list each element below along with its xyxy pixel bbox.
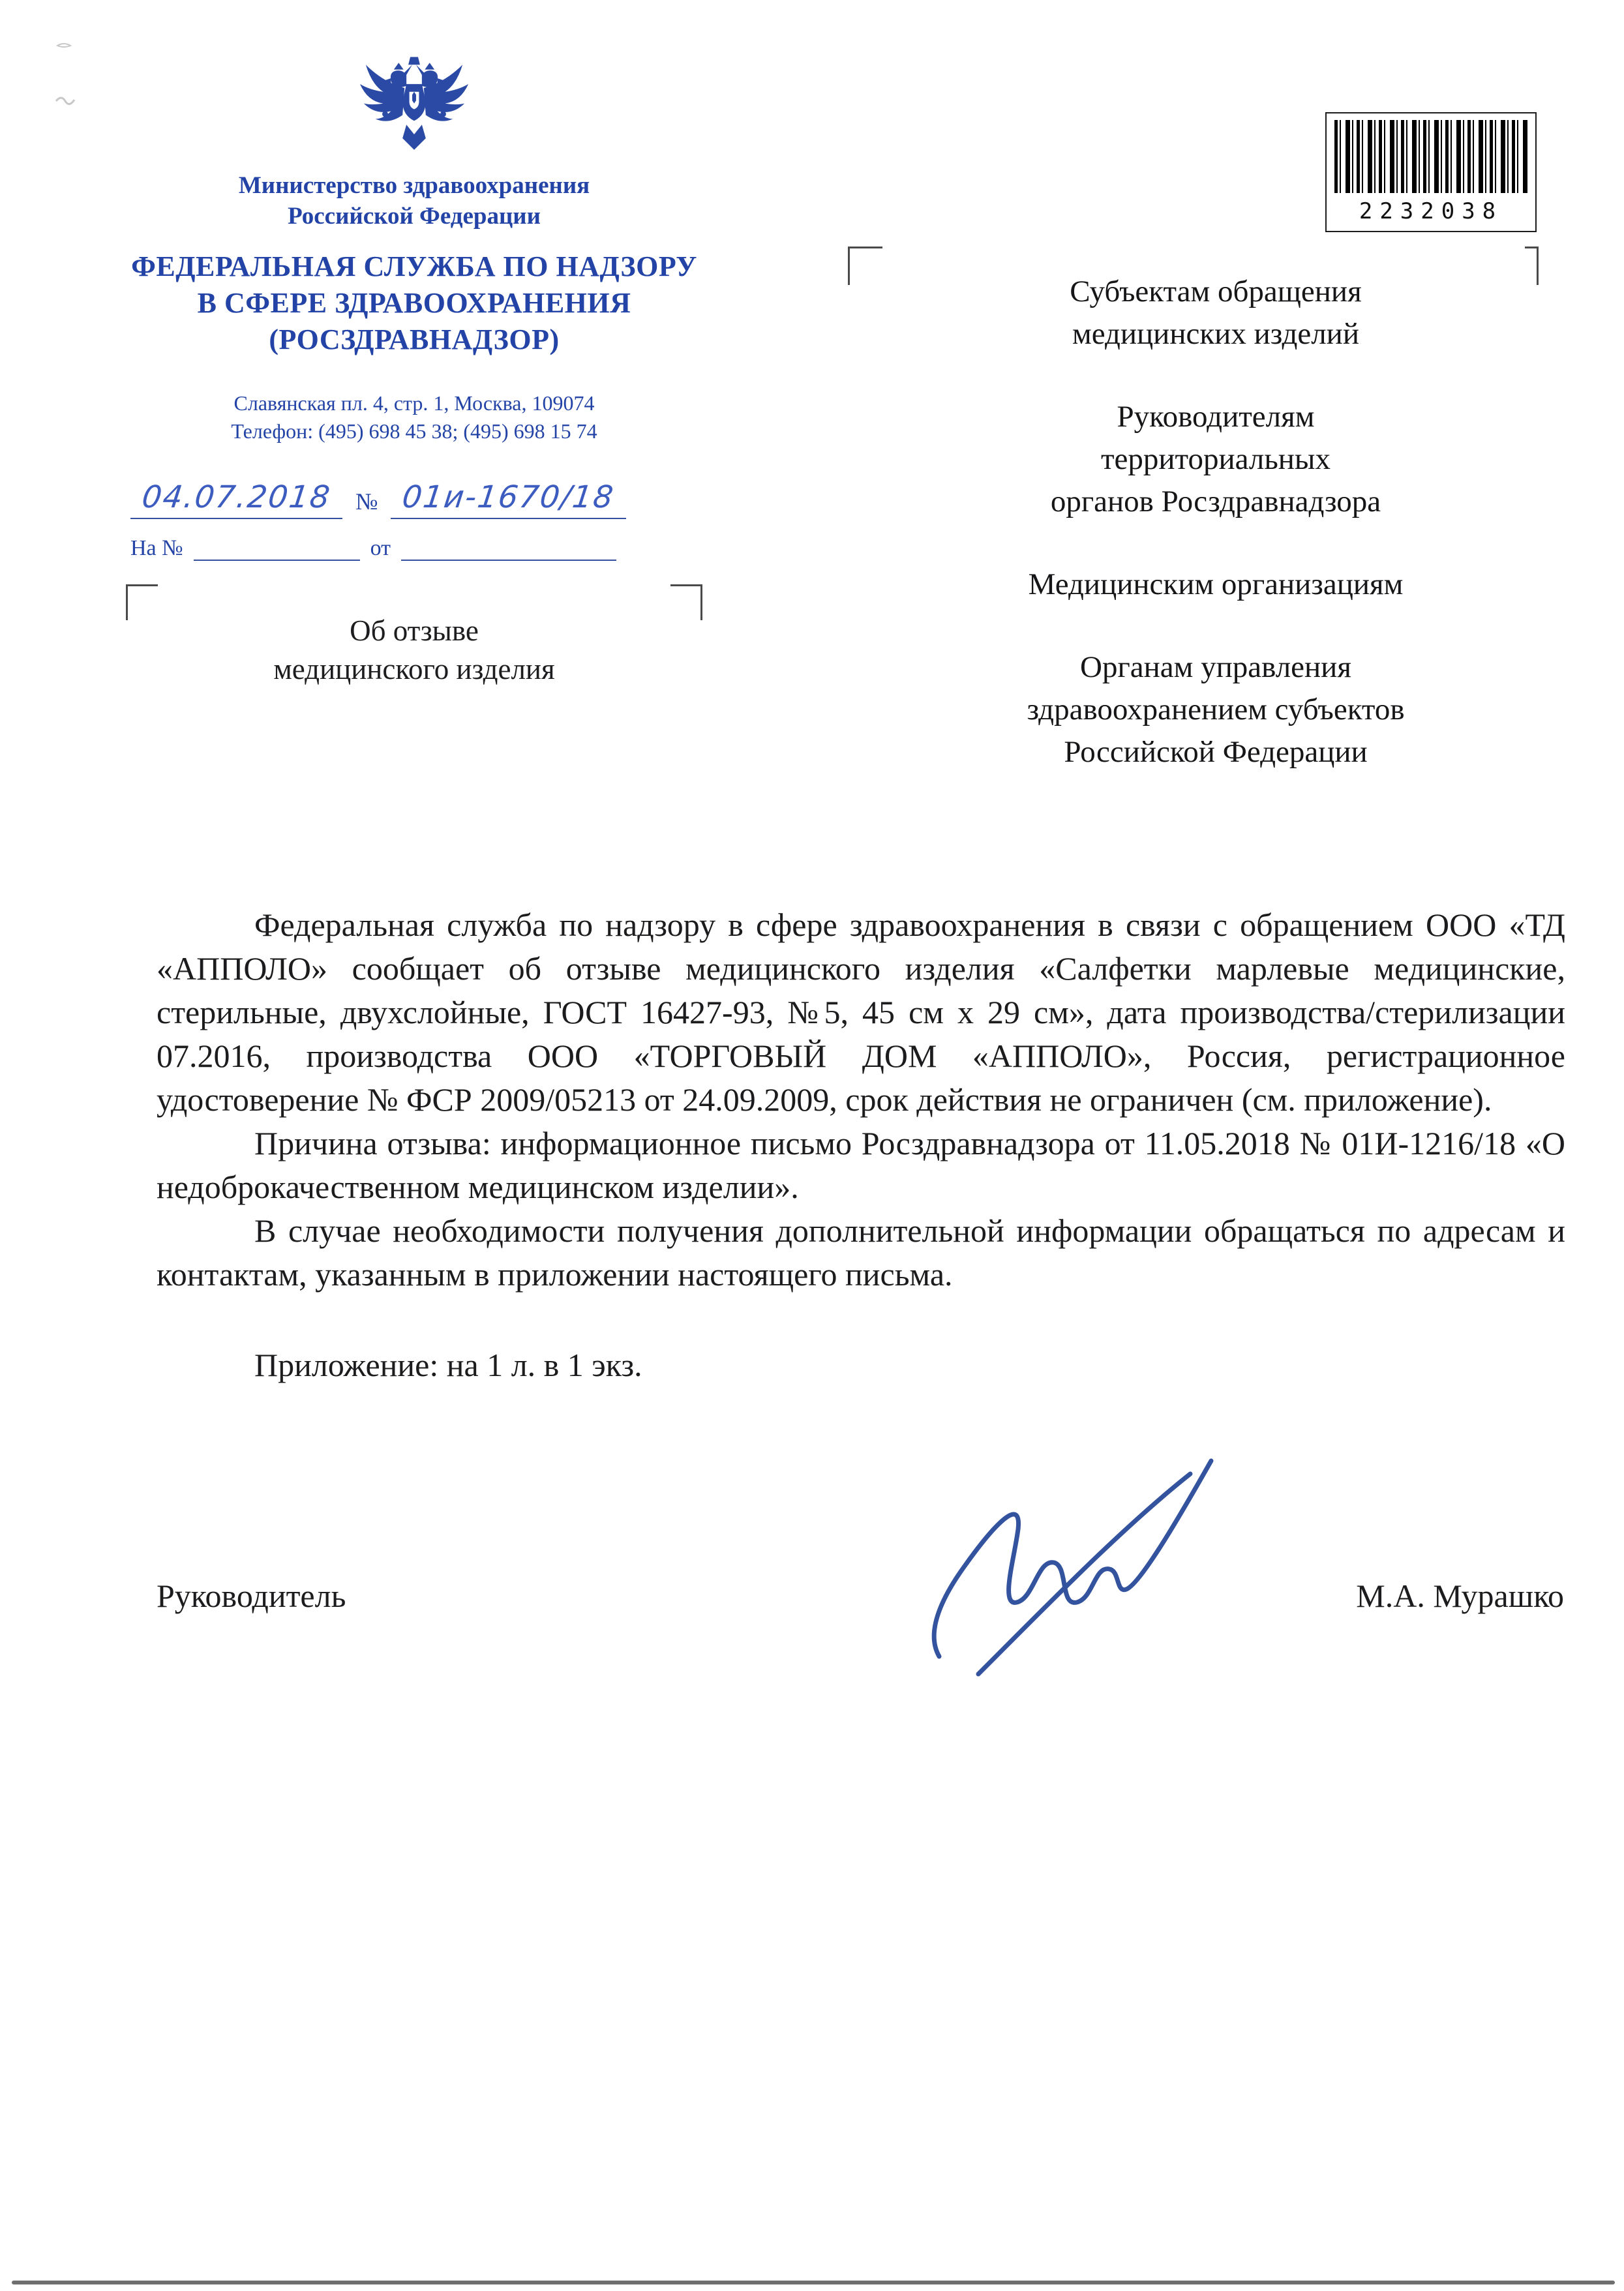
ministry-line2: Российской Федерации: [288, 203, 541, 230]
postal-address: Славянская пл. 4, стр. 1, Москва, 109074: [233, 391, 595, 415]
service-line1: ФЕДЕРАЛЬНАЯ СЛУЖБА ПО НАДЗОРУ: [131, 250, 697, 282]
addressee-line: Медицинским организациям: [1028, 567, 1404, 601]
addressees-block: [860, 271, 1572, 814]
signature-scribble: [903, 1438, 1242, 1686]
signer-name: М.А. Мурашко: [1356, 1578, 1564, 1614]
reference-row: [104, 479, 724, 519]
addressee-group-4: [860, 646, 1572, 773]
letterhead: [104, 53, 724, 561]
signer-title: Руководитель: [157, 1578, 346, 1614]
barcode: [1334, 120, 1527, 193]
number-sign: №: [355, 488, 378, 515]
handwritten-number: 01и-1670/18: [400, 479, 617, 515]
handwritten-date: 04.07.2018: [140, 479, 333, 515]
subject-line1: Об отзыве: [350, 614, 479, 647]
ministry-name: [104, 170, 724, 232]
addressee-line: Российской Федерации: [1064, 735, 1368, 769]
subject-block: [134, 612, 695, 689]
addressee-line: органов Росздравнадзора: [1050, 485, 1381, 518]
addressee-group-2: [860, 396, 1572, 523]
reply-from-label: от: [370, 536, 391, 560]
addressee-line: территориальных: [1100, 442, 1331, 476]
subject-line2: медицинского изделия: [273, 653, 555, 685]
reply-date-blank: [401, 536, 616, 561]
addressee-group-3: [860, 563, 1572, 606]
service-line2: В СФЕРЕ ЗДРАВООХРАНЕНИЯ: [197, 287, 631, 319]
letter-body: [157, 903, 1565, 1387]
phone-numbers: Телефон: (495) 698 45 38; (495) 698 15 74: [231, 419, 597, 443]
addressee-group-1: [860, 271, 1572, 355]
outgoing-number-field: [391, 479, 626, 519]
body-paragraph-3: В случае необходимости получения дополнительной информации обращаться по адресам и контактам, указанным в приложении настоящего письма.: [157, 1212, 1565, 1293]
addressee-line: Субъектам обращения: [1070, 275, 1362, 308]
reply-number-blank: [194, 536, 360, 561]
addressee-line: медицинских изделий: [1072, 317, 1359, 351]
pencil-artifact: [51, 39, 90, 117]
addressee-line: Органам управления: [1080, 650, 1351, 684]
body-paragraph-2: Причина отзыва: информационное письмо Росздравнадзора от 11.05.2018 № 01И-1216/18 «О недоброкачественном медицинском изделии».: [157, 1125, 1565, 1205]
coat-of-arms-emblem: [356, 53, 472, 163]
reply-reference-row: [104, 536, 724, 561]
outgoing-date-field: [130, 479, 342, 519]
service-line3: (РОСЗДРАВНАДЗОР): [269, 323, 560, 355]
reply-prefix-label: На №: [130, 536, 183, 560]
addressee-line: Руководителям: [1117, 400, 1315, 434]
barcode-number: 2232038: [1359, 198, 1503, 224]
addressee-line: здравоохранением субъектов: [1027, 693, 1405, 726]
body-paragraph-1: Федеральная служба по надзору в сфере здравоохранения в связи с обращением ООО «ТД «АППОЛО» сообщает об отзыве медицинского изделия «Салфетки марлевые медицинские, стерильные, двухслойные, ГОСТ 16427-93, №5, 45 см х 29 см», дата производства/стерилизации 07.2016, производства ООО «ТОРГОВЫЙ ДОМ «АППОЛО», Россия, регистрационное удостоверение № ФСР 2009/05213 от 24.09.2009, срок действия не ограничен (см. приложение).: [157, 906, 1565, 1118]
service-name: [104, 248, 724, 358]
contact-block: [104, 389, 724, 445]
attachment-note: Приложение: на 1 л. в 1 экз.: [254, 1347, 642, 1383]
ministry-line1: Министерство здравоохранения: [238, 172, 590, 199]
scan-edge-artifact: [12, 2281, 1615, 2284]
barcode-box: [1325, 112, 1537, 232]
